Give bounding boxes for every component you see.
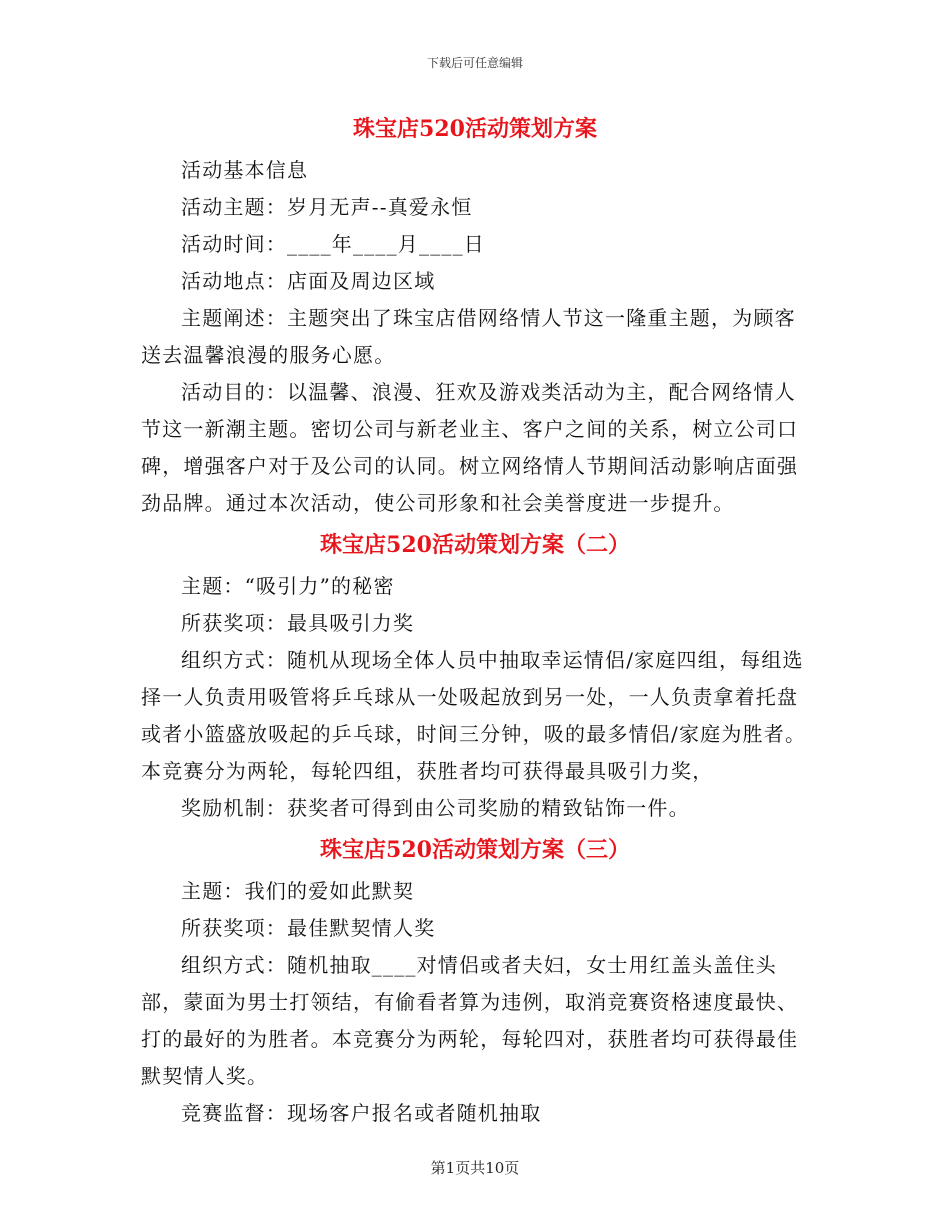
paragraph: 主题：“吸引力”的秘密	[181, 574, 395, 598]
paragraph: 活动地点：店面及周边区域	[181, 269, 436, 293]
section-title-1: 珠宝店520活动策划方案	[353, 116, 597, 142]
paragraph: 活动目的：以温馨、浪漫、狂欢及游戏类活动为主，配合网络情人节这一新潮主题。密切公司与新老业主、客户之间的关系，树立公司口碑，增强客户对于及公司的认同。树立网络情人节期间活动影响店面强劲品牌。通过本次活动，使公司形象和社会美誉度进一步提升。	[141, 380, 799, 515]
paragraph: 主题：我们的爱如此默契	[181, 879, 415, 903]
header-note: 下载后可任意编辑	[426, 56, 523, 70]
paragraph: 组织方式：随机从现场全体人员中抽取幸运情侣/家庭四组，每组选择一人负责用吸管将乒乓球从一处吸起放到另一处，一人负责拿着托盘或者小篮盛放吸起的乒乓球，时间三分钟，吸的最多情侣/家庭为胜者。本竞赛分为两轮，每轮四组，获胜者均可获得最具吸引力奖，	[141, 648, 807, 783]
paragraph: 奖励机制：获奖者可得到由公司奖励的精致钻饰一件。	[181, 796, 690, 820]
document-body	[141, 106, 809, 1132]
paragraph: 活动时间：____年____月____日	[181, 232, 485, 256]
section-title-3: 珠宝店520活动策划方案（三）	[320, 837, 630, 863]
paragraph: 活动主题：岁月无声--真爱永恒	[181, 195, 473, 219]
paragraph: 竞赛监督：现场客户报名或者随机抽取	[181, 1101, 542, 1125]
section-title-2: 珠宝店520活动策划方案（二）	[320, 532, 630, 558]
paragraph: 活动基本信息	[181, 158, 309, 182]
paragraph: 主题阐述：主题突出了珠宝店借网络情人节这一隆重主题，为顾客送去温馨浪漫的服务心愿。	[141, 306, 796, 367]
paragraph: 所获奖项：最具吸引力奖	[181, 611, 415, 635]
page-footer: 第1页共10页	[430, 1159, 520, 1177]
paragraph: 组织方式：随机抽取____对情侣或者夫妇，女士用红盖头盖住头部，蒙面为男士打领结，有偷看者算为违例，取消竞赛资格速度最快、打的最好的为胜者。本竞赛分为两轮，每轮四对，获胜者均可获得最佳默契情人奖。	[141, 953, 799, 1088]
paragraph: 所获奖项：最佳默契情人奖	[181, 916, 436, 940]
